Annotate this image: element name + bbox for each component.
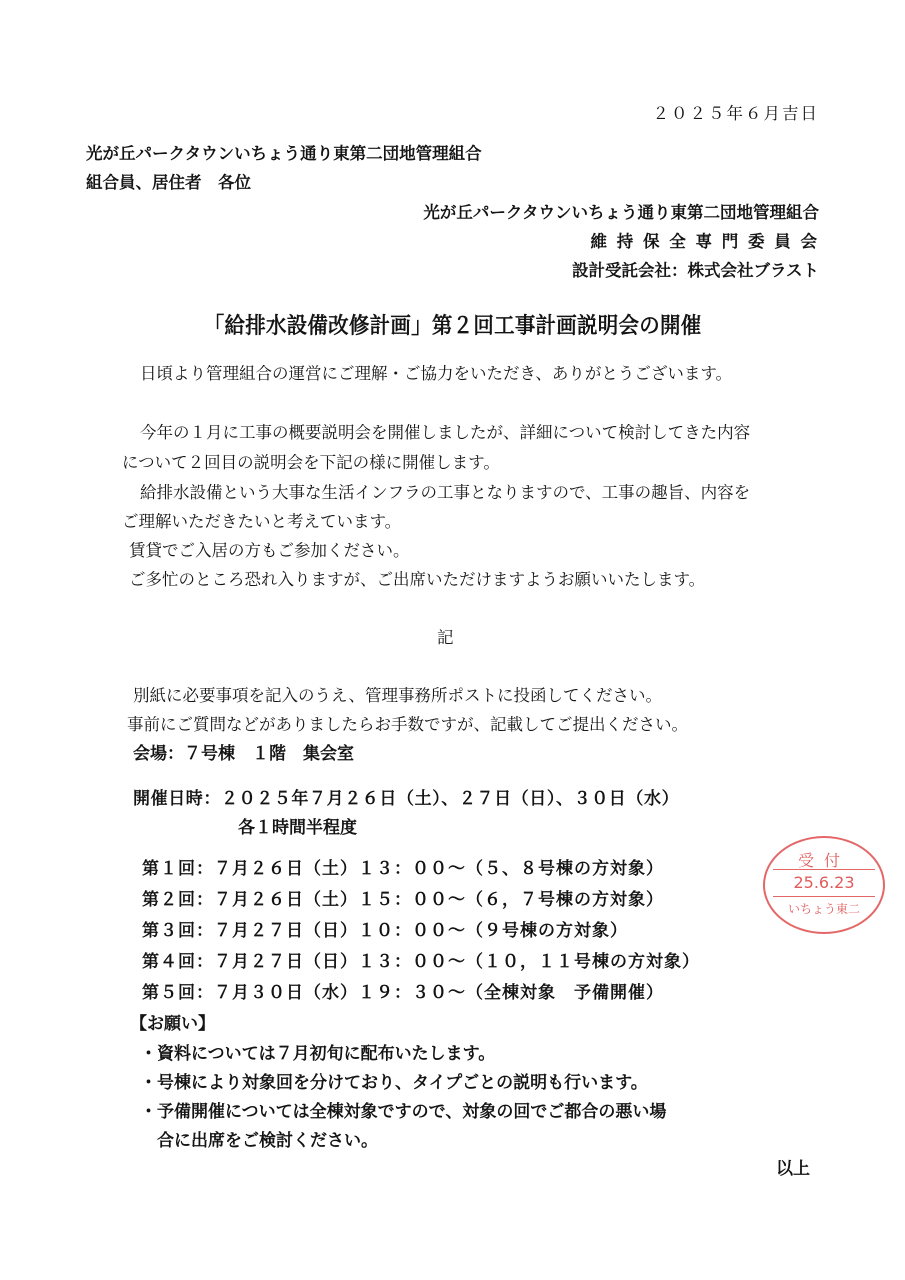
sender-association: 光が丘パークタウンいちょう通り東第二団地管理組合	[423, 203, 819, 222]
submission-note: 別紙に必要事項を記入のうえ、管理事務所ポストに投函してください。	[133, 686, 662, 705]
tenants-invite: 賃貸でご入居の方もご参加ください。	[129, 541, 410, 560]
stamp-office: いちょう東二	[787, 902, 860, 916]
session-item: 第１回：７月２６日（土）１３：００～（５、８号棟の方対象）	[142, 859, 664, 879]
stamp-divider-top	[773, 869, 875, 870]
request-item: 合に出席をご検討ください。	[140, 1131, 378, 1151]
request-item: ・資料については７月初旬に配布いたします。	[140, 1044, 496, 1064]
issue-date: ２０２５年６月吉日	[652, 104, 819, 123]
received-date-stamp	[763, 836, 885, 934]
page-title	[0, 316, 905, 338]
ki-heading: 記	[437, 628, 454, 647]
sender-designer: 設計受託会社：株式会社ブラスト	[571, 261, 819, 280]
stamp-date: 25.6.23	[793, 873, 855, 892]
purpose-line-1: 給排水設備という大事な生活インフラの工事となりますので、工事の趣旨、内容を	[140, 483, 751, 502]
recipient-association: 光が丘パークタウンいちょう通り東第二団地管理組合	[86, 144, 482, 163]
closing-ijo: 以上	[776, 1159, 810, 1179]
attendance-request: ご多忙のところ恐れ入りますが、ご出席いただけますようお願いいたします。	[129, 570, 706, 589]
sender-committee: 維 持 保 全 専 門 委 員 会	[590, 232, 819, 251]
intro-line-2: について２回目の説明会を下記の様に開催します。	[122, 453, 500, 472]
purpose-line-2: ご理解いただきたいと考えています。	[122, 512, 402, 531]
page-title-text: 「給排水設備改修計画」第２回工事計画説明会の開催	[203, 314, 702, 339]
venue: 会場：７号棟 １階 集会室	[133, 744, 354, 764]
request-item: ・予備開催については全棟対象ですので、対象の回でご都合の悪い場	[140, 1102, 667, 1122]
event-datetime: 開催日時：２０２５年７月２６日（土）、２７日（日）、３０日（水）	[133, 789, 680, 809]
greeting-paragraph: 日頃より管理組合の運営にご理解・ご協力をいただき、ありがとうございます。	[140, 364, 733, 383]
recipient-members: 組合員、居住者 各位	[86, 173, 251, 192]
session-item: 第３回：７月２７日（日）１０：００～（９号棟の方対象）	[142, 921, 628, 941]
session-item: 第２回：７月２６日（土）１５：００～（６，７号棟の方対象）	[142, 890, 664, 910]
session-item: 第５回：７月３０日（水）１９：３０～（全棟対象 予備開催）	[142, 983, 664, 1003]
request-item: ・号棟により対象回を分けており、タイプごとの説明も行います。	[140, 1073, 648, 1093]
requests-heading: 【お願い】	[130, 1014, 215, 1034]
event-duration: 各１時間半程度	[238, 818, 357, 838]
question-note: 事前にご質問などがありましたらお手数ですが、記載してご提出ください。	[127, 715, 688, 734]
stamp-label: 受付	[797, 851, 850, 870]
session-item: 第４回：７月２７日（日）１３：００～（１０，１１号棟の方対象）	[142, 952, 700, 972]
stamp-divider-bottom	[773, 896, 875, 897]
intro-line-1: 今年の１月に工事の概要説明会を開催しましたが、詳細について検討してきた内容	[140, 423, 751, 442]
